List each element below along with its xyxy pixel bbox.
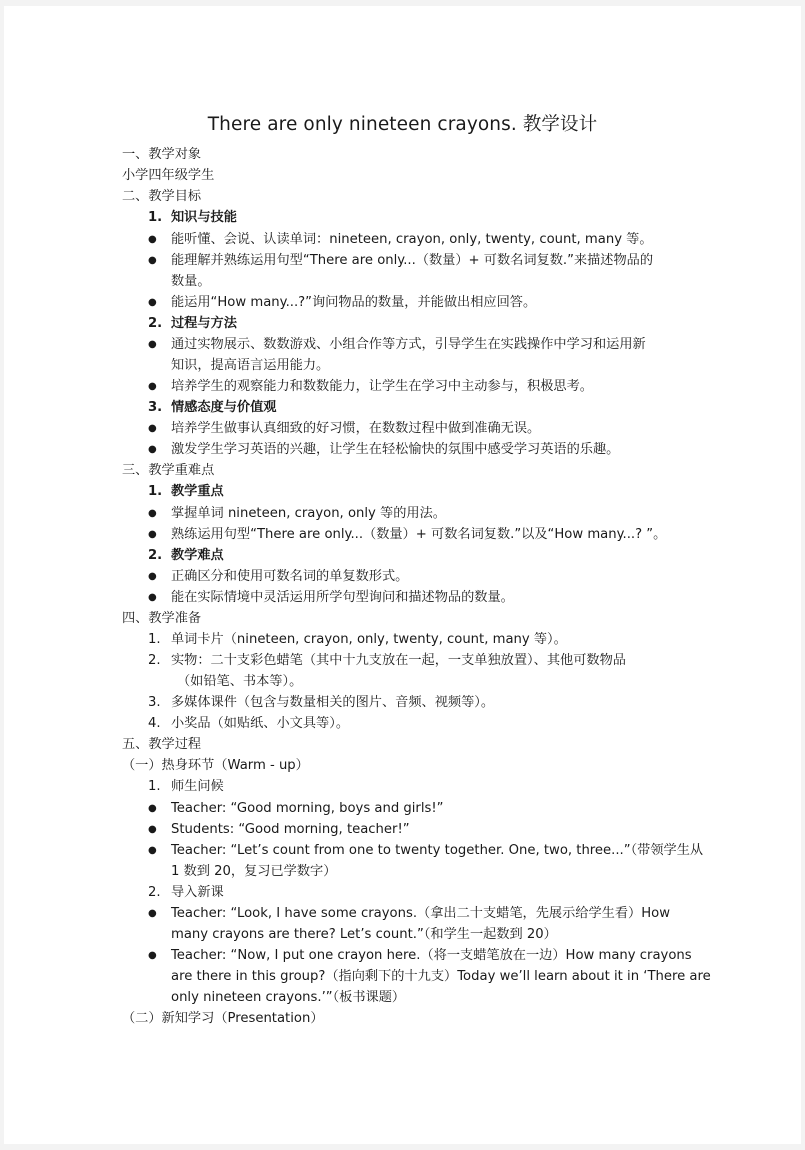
bullet-dot: ● (148, 297, 157, 308)
bullet-item (148, 418, 540, 439)
section-heading: 五、教学过程 (122, 737, 202, 752)
bullet-dot: ● (148, 234, 157, 245)
item-number: 2. (148, 653, 161, 668)
subsection-label: 过程与方法 (171, 316, 237, 331)
bullet-continuation: 数量。 (171, 274, 211, 289)
bullet-item (148, 903, 670, 924)
bullet-continuation: only nineteen crayons.’”（板书课题） (171, 990, 406, 1005)
bullet-item (148, 798, 444, 819)
section-heading: 一、教学对象 (122, 147, 202, 162)
numbered-item (148, 629, 567, 650)
bullet-dot: ● (148, 423, 157, 434)
numbered-item (148, 692, 494, 713)
item-number: 1. (148, 210, 163, 225)
bullet-continuation: 知识，提高语言运用能力。 (171, 358, 330, 373)
subsection-heading (148, 481, 224, 502)
part-heading: （一）热身环节（Warm - up） (122, 758, 309, 773)
bullet-text: 能听懂、会说、认读单词：nineteen, crayon, only, twenty, count, many 等。 (171, 232, 653, 247)
bullet-text: Teacher: “Good morning, boys and girls!” (171, 801, 444, 816)
item-number: 1. (148, 632, 161, 647)
part-heading: （二）新知学习（Presentation） (122, 1011, 324, 1026)
item-number: 1. (148, 484, 163, 499)
document-title: There are only nineteen crayons. 教学设计 (207, 114, 598, 135)
bullet-continuation: 1 数到 20，复习已学数字） (171, 864, 337, 879)
item-number: 1. (148, 779, 161, 794)
bullet-text: 能在实际情境中灵活运用所学句型询问和描述物品的数量。 (171, 590, 514, 605)
numbered-item-text: 小奖品（如贴纸、小文具等）。 (171, 716, 350, 731)
subsection-heading (148, 397, 277, 418)
bullet-dot: ● (148, 571, 157, 582)
subsection-heading (148, 313, 237, 334)
numbered-item-text: 多媒体课件（包含与数量相关的图片、音频、视频等）。 (171, 695, 495, 710)
bullet-continuation: many crayons are there? Let’s count.”（和学生一起数到 20） (171, 927, 557, 942)
bullet-text: 熟练运用句型“There are only...（数量）+ 可数名词复数.”以及“How many...? ”。 (171, 527, 667, 542)
section-heading: 四、教学准备 (122, 611, 202, 626)
bullet-text: 培养学生做事认真细致的好习惯，在数数过程中做到准确无误。 (171, 421, 541, 436)
section-heading: 三、教学重难点 (122, 463, 215, 478)
bullet-text: Teacher: “Let’s count from one to twenty together. One, two, three...”（带领学生从 (171, 843, 704, 858)
bullet-dot: ● (148, 592, 157, 603)
bullet-item (148, 503, 446, 524)
bullet-dot: ● (148, 339, 157, 350)
subsection-heading (148, 545, 224, 566)
bullet-text: Students: “Good morning, teacher!” (171, 822, 410, 837)
bullet-dot: ● (148, 255, 157, 266)
bullet-item (148, 819, 410, 840)
item-number: 3. (148, 400, 163, 415)
item-number: 2. (148, 316, 163, 331)
bullet-text: 正确区分和使用可数名词的单复数形式。 (171, 569, 409, 584)
bullet-text: Teacher: “Now, I put one crayon here.（将一支蜡笔放在一边）How many crayons (171, 948, 692, 963)
bullet-dot: ● (148, 803, 157, 814)
bullet-text: 掌握单词 nineteen, crayon, only 等的用法。 (171, 506, 446, 521)
numbered-item-continuation: （如铅笔、书本等）。 (177, 674, 303, 689)
subsection-label: 教学重点 (171, 484, 224, 499)
bullet-dot: ● (148, 381, 157, 392)
bullet-continuation: are there in this group?（指向剩下的十九支）Today we’ll learn about it in ‘There are (171, 969, 711, 984)
numbered-item-text: 导入新课 (171, 885, 224, 900)
plain-text: 小学四年级学生 (122, 168, 215, 183)
bullet-text: 通过实物展示、数数游戏、小组合作等方式，引导学生在实践操作中学习和运用新 (171, 337, 646, 352)
bullet-dot: ● (148, 508, 157, 519)
numbered-item (148, 882, 224, 903)
bullet-dot: ● (148, 908, 157, 919)
numbered-item (148, 713, 349, 734)
bullet-item (148, 524, 666, 545)
numbered-item (148, 776, 224, 797)
subsection-heading (148, 207, 237, 228)
bullet-item (148, 840, 703, 861)
bullet-text: 能理解并熟练运用句型“There are only...（数量）+ 可数名词复数.”来描述物品的 (171, 253, 654, 268)
bullet-dot: ● (148, 444, 157, 455)
bullet-item (148, 334, 646, 355)
subsection-label: 知识与技能 (171, 210, 237, 225)
numbered-item-text: 单词卡片（nineteen, crayon, only, twenty, count, many 等）。 (171, 632, 567, 647)
subsection-label: 教学难点 (171, 548, 224, 563)
bullet-dot: ● (148, 950, 157, 961)
bullet-item (148, 587, 514, 608)
bullet-text: 能运用“How many...?”询问物品的数量，并能做出相应回答。 (171, 295, 537, 310)
bullet-item (148, 566, 408, 587)
numbered-item-text: 实物：二十支彩色蜡笔（其中十九支放在一起，一支单独放置）、其他可数物品 (171, 653, 626, 668)
bullet-item (148, 250, 653, 271)
item-number: 3. (148, 695, 161, 710)
bullet-text: 激发学生学习英语的兴趣，让学生在轻松愉快的氛围中感受学习英语的乐趣。 (171, 442, 620, 457)
section-heading: 二、教学目标 (122, 189, 202, 204)
bullet-item (148, 229, 653, 250)
bullet-item (148, 439, 619, 460)
bullet-item (148, 945, 692, 966)
bullet-dot: ● (148, 845, 157, 856)
item-number: 4. (148, 716, 161, 731)
bullet-text: 培养学生的观察能力和数数能力，让学生在学习中主动参与，积极思考。 (171, 379, 593, 394)
item-number: 2. (148, 548, 163, 563)
bullet-dot: ● (148, 824, 157, 835)
bullet-item (148, 292, 536, 313)
numbered-item (148, 650, 626, 671)
bullet-dot: ● (148, 529, 157, 540)
subsection-label: 情感态度与价值观 (171, 400, 277, 415)
bullet-text: Teacher: “Look, I have some crayons.（拿出二十支蜡笔，先展示给学生看）How (171, 906, 670, 921)
item-number: 2. (148, 885, 161, 900)
bullet-item (148, 376, 593, 397)
numbered-item-text: 师生问候 (171, 779, 224, 794)
